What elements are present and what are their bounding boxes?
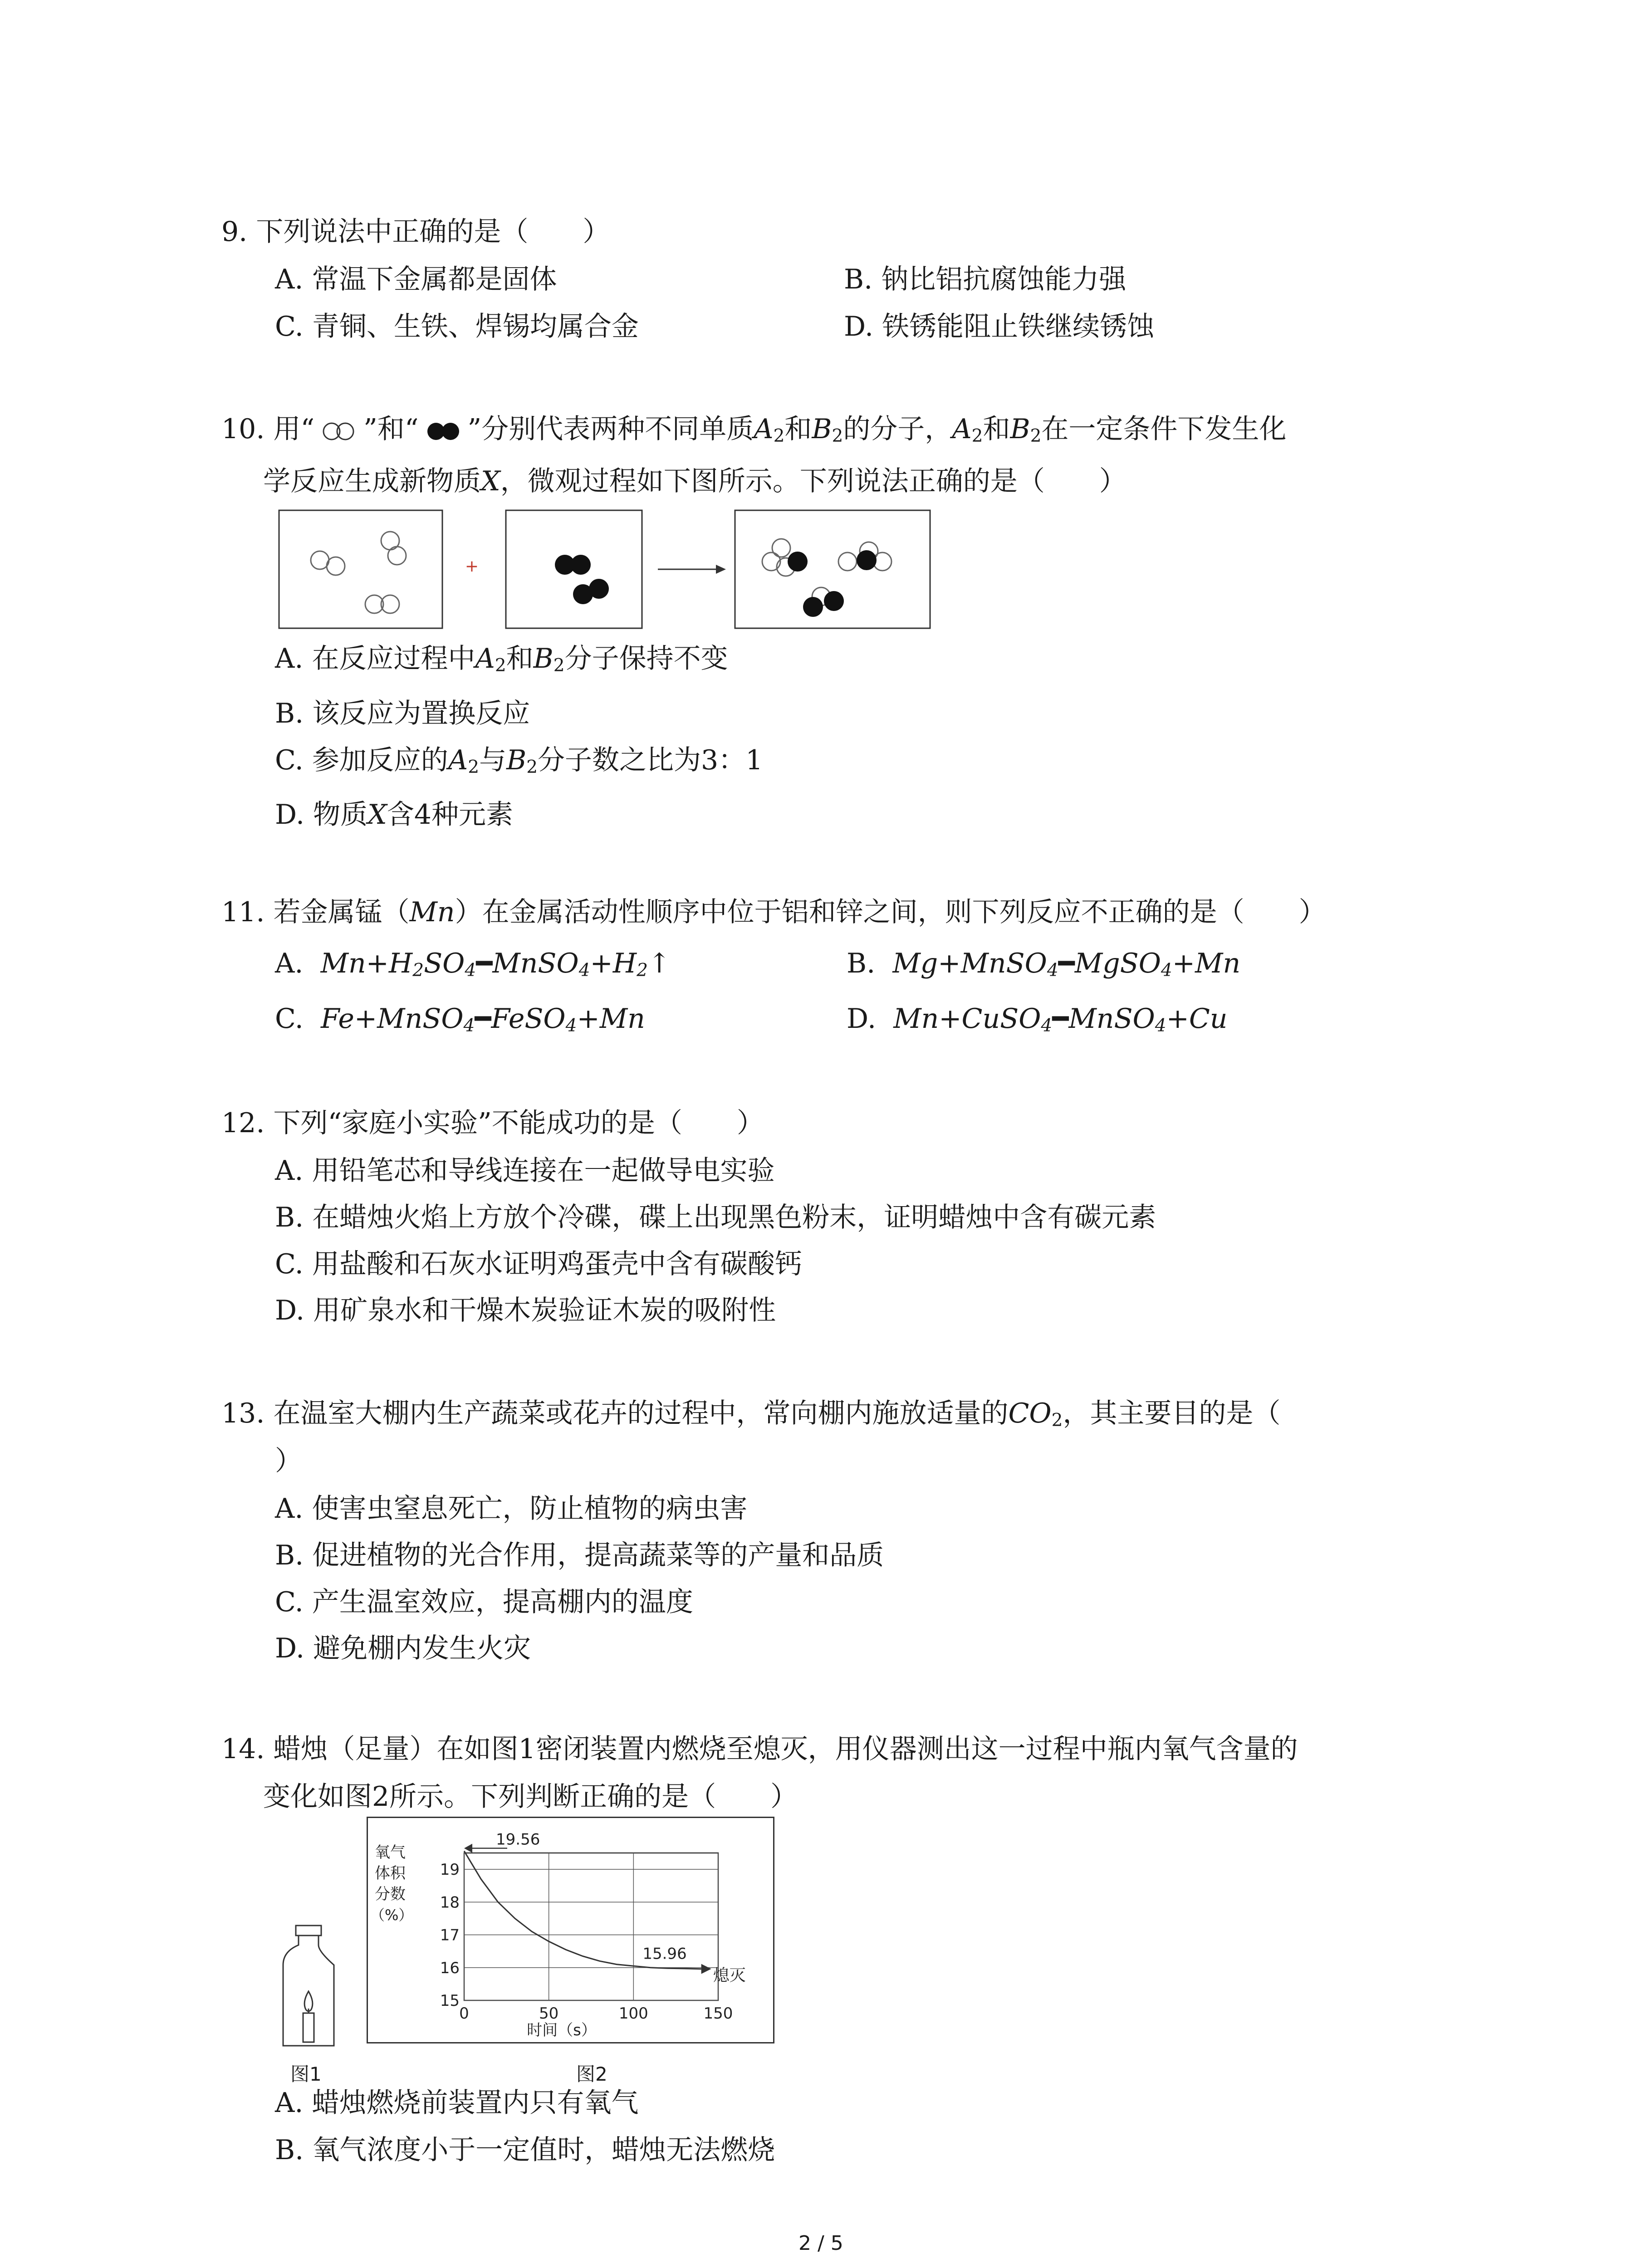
reaction-arrow [658,565,726,574]
y-tick-labels [440,1861,460,2010]
equals-bar-icon: ━ [475,1003,491,1035]
q13-option-d: D. 避免棚内发生火灾 [275,1633,531,1664]
y-axis-label-line-4: （%） [370,1906,413,1924]
q9-option-b: B. 钠比铝抗腐蚀能力强 [844,264,1127,295]
q13-option-b: B. 促进植物的光合作用，提高蔬菜等的产量和品质 [275,1540,884,1571]
start-value-label: 19.56 [496,1830,540,1849]
q14-option-b: B. 氧气浓度小于一定值时，蜡烛无法燃烧 [275,2134,775,2166]
fig2-caption: 图2 [576,2063,607,2085]
x-tick-labels [459,2004,733,2023]
q10-option-c: C. 参加反应的$A_2$与$B_2$分子数之比为3：1 [275,744,763,777]
extinguish-label: 熄灭 [713,1966,746,1985]
equals-bar-icon: ━ [1058,948,1075,979]
q12-option-c: C. 用盐酸和石灰水证明鸡蛋壳中含有碳酸钙 [275,1248,802,1280]
reactant-a2-box [279,510,442,628]
end-value-label: 15.96 [642,1945,687,1963]
plus-sign: + [465,557,479,576]
q10-stem-line2: 学反应生成新物质X，微观过程如下图所示。下列说法正确的是（ ） [263,465,1127,497]
chart-grid [464,1853,718,2000]
y-axis-label-line-1: 氧气 [375,1843,406,1862]
q11-option-b: B. Mg+MnSO$_4$━MgSO$_4$+Mn [847,948,1241,981]
reactant-b2-box [506,510,642,628]
q12-stem: 12. 下列“家庭小实验”不能成功的是（ ） [221,1107,764,1139]
y-tick-label: 19 [440,1861,460,1879]
y-tick-label: 18 [440,1893,460,1912]
y-tick-label: 16 [440,1959,460,1977]
y-axis-label-line-2: 体积 [375,1864,406,1882]
y-tick-label: 15 [440,1992,460,2010]
q14-option-a: A. 蜡烛燃烧前装置内只有氧气 [275,2087,639,2119]
y-tick-label: 17 [440,1926,460,1945]
y-axis-label [370,1843,413,1924]
q14-stem-line1: 14. 蜡烛（足量）在如图1密闭装置内燃烧至熄灭，用仪器测出这一过程中瓶内氧气含量的 [221,1733,1298,1765]
q13-stem-line2: ） [275,1445,302,1477]
q11-option-c: C. Fe+MnSO$_4$━FeSO$_4$+Mn [275,1003,645,1036]
q12-option-b: B. 在蜡烛火焰上方放个冷碟，碟上出现黑色粉末，证明蜡烛中含有碳元素 [275,1202,1156,1233]
x-axis-label: 时间（s） [527,2021,597,2039]
equals-bar-icon: ━ [476,948,493,979]
end-annotation [642,1945,745,1985]
q9-option-c: C. 青铜、生铁、焊锡均属合金 [275,311,639,342]
q10-stem-line1: 10. 用“ ”和“ ”分别代表两种不同单质$A_2$和$B_2$的分子，$A_2$和$B_2$在一定条件下发生化 [221,413,1287,446]
q9-option-d: D. 铁锈能阻止铁继续锈蚀 [844,311,1155,342]
black-molecule-icon [419,416,468,439]
plot-area [464,1853,718,2000]
oxygen-chart [367,1817,773,2043]
q14-stem-line2: 变化如图2所示。下列判断正确的是（ ） [263,1781,798,1813]
start-annotation [464,1831,540,1853]
q13-option-c: C. 产生温室效应，提高棚内的温度 [275,1586,693,1618]
q10-reaction-diagram [277,508,935,635]
fig1-caption: 图1 [290,2063,322,2085]
q11-stem: 11. 若金属锰（Mn）在金属活动性顺序中位于铝和锌之间，则下列反应不正确的是（ ） [221,896,1326,928]
q11-option-d: D. Mn+CuSO$_4$━MnSO$_4$+Cu [847,1003,1228,1036]
page-number: 2 / 5 [798,2232,843,2255]
x-tick-label: 50 [539,2004,559,2023]
y-axis-label-line-3: 分数 [375,1885,406,1903]
x-tick-label: 150 [703,2004,733,2023]
q13-stem-line1: 13. 在温室大棚内生产蔬菜或花卉的过程中，常向棚内施放适量的$CO_2$，其主要目的是（ [221,1398,1281,1431]
fig1-candle-bottle [277,1923,340,2050]
q12-option-a: A. 用铅笔芯和导线连接在一起做导电实验 [275,1155,775,1187]
q10-option-b: B. 该反应为置换反应 [275,698,530,729]
white-molecule-icon [314,416,363,439]
q9-stem: 9. 下列说法中正确的是（ ） [221,216,610,248]
q10-option-a: A. 在反应过程中$A_2$和$B_2$分子保持不变 [275,643,728,676]
equals-bar-icon: ━ [1052,1003,1069,1035]
q11-option-a: A. $Mn+H_2SO_4━MnSO_4+H_2↑$ [275,948,671,981]
q10-option-d: D. 物质X含4种元素 [275,799,514,831]
q12-option-d: D. 用矿泉水和干燥木炭验证木炭的吸附性 [275,1295,776,1326]
product-x-box [735,510,930,628]
x-tick-label: 0 [459,2004,469,2023]
flame-icon [304,1991,313,2011]
q9-option-a: A. 常温下金属都是固体 [275,264,557,295]
q13-option-a: A. 使害虫窒息死亡，防止植物的病虫害 [275,1493,748,1525]
gas-arrow-icon: ↑ [647,948,671,979]
x-tick-label: 100 [618,2004,648,2023]
